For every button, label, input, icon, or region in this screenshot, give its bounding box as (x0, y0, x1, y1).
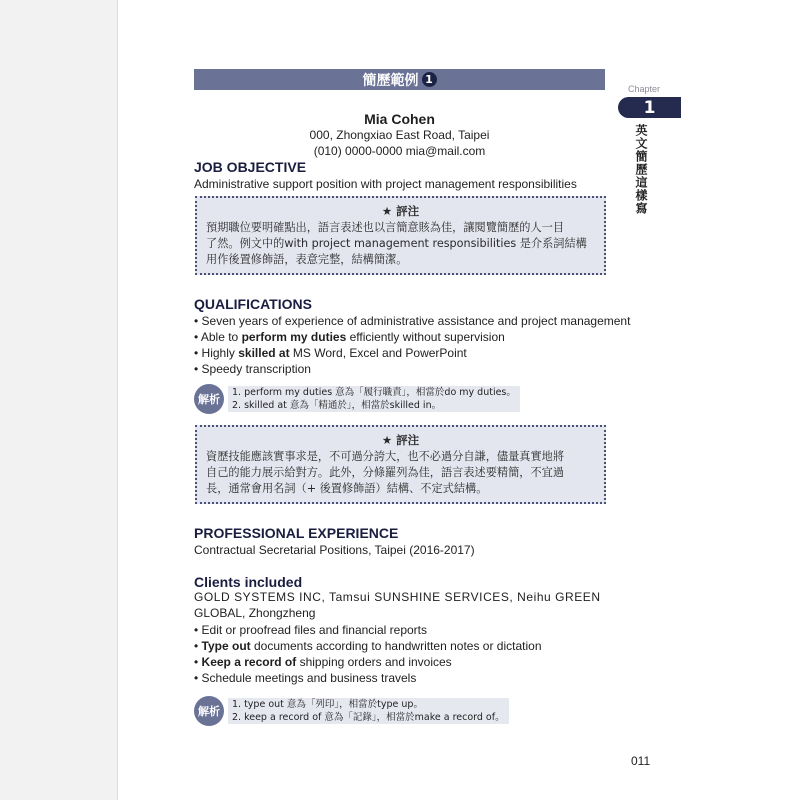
resume-address: 000, Zhongxiao East Road, Taipei (309, 128, 490, 142)
analysis-line: 1. perform my duties 意為「履行職責」，相當於do my duties。 (228, 386, 520, 399)
note-line: 資歷技能應該實事求是，不可過分誇大，也不必過分自謙，儘量真實地將 (206, 450, 565, 463)
resume-name: Mia Cohen (364, 111, 435, 127)
chapter-label: Chapter (628, 84, 661, 94)
client-duty-item: • Schedule meetings and business travels (194, 671, 417, 685)
section-title: 簡歷範例 (362, 72, 419, 89)
note-line: 了然。例文中的with project management responsibilities 是介系詞結構 (206, 237, 587, 250)
note-line: 自己的能力展示給對方。此外，分條羅列為佳，語言表述要精簡，不宜過 (206, 466, 565, 479)
note-box-1 (195, 196, 606, 275)
analysis-block-1 (194, 384, 520, 414)
job-objective-text: Administrative support position with project management responsibilities (194, 177, 577, 191)
qualification-item: • Speedy transcription (194, 362, 311, 376)
chapter-tab: 1 (618, 97, 681, 118)
note-title: ★ 評注 (381, 433, 420, 447)
analysis-line: 1. type out 意為「列印」，相當於type up。 (228, 698, 509, 711)
analysis-block-2 (194, 696, 509, 726)
chapter-title: 英文簡歷這樣寫 (634, 124, 648, 215)
qualification-item: • Able to perform my duties efficiently without supervision (194, 330, 505, 344)
experience-text: Contractual Secretarial Positions, Taipei (2016-2017) (194, 543, 475, 557)
clients-heading: Clients included (194, 574, 303, 590)
note-line: 長，通常會用名詞（+ 後置修飾語）結構、不定式結構。 (206, 482, 488, 495)
experience-heading: PROFESSIONAL EXPERIENCE (194, 525, 399, 541)
client-duty-item: • Keep a record of shipping orders and invoices (194, 655, 452, 669)
analysis-badge: 解析 (194, 696, 224, 726)
client-duty-item: • Edit or proofread files and financial reports (194, 623, 427, 637)
page-gutter (0, 0, 118, 800)
clients-line: GLOBAL, Zhongzheng (194, 606, 316, 620)
note-title: ★ 評注 (381, 204, 420, 218)
note-box-2 (195, 425, 606, 504)
job-objective-heading: JOB OBJECTIVE (194, 159, 307, 175)
qualification-item: • Seven years of experience of administrative assistance and project management (194, 314, 631, 328)
client-duty-item: • Type out documents according to handwritten notes or dictation (194, 639, 542, 653)
clients-line: GOLD SYSTEMS INC, Tamsui SUNSHINE SERVICES, Neihu GREEN (194, 590, 601, 604)
section-title-bar (194, 69, 605, 90)
section-number-badge: 1 (422, 72, 437, 87)
page-number: 011 (631, 754, 651, 768)
note-line: 用作後置修飾語，表意完整，結構簡潔。 (206, 253, 408, 266)
note-line: 預期職位要明確點出，語言表述也以言簡意賅為佳，讓閱覽簡歷的人一目 (206, 221, 565, 234)
qualification-item: • Highly skilled at MS Word, Excel and PowerPoint (194, 346, 467, 360)
analysis-line: 2. keep a record of 意為「記錄」，相當於make a record of。 (228, 711, 509, 724)
analysis-badge: 解析 (194, 384, 224, 414)
resume-contact: (010) 0000-0000 mia@mail.com (313, 144, 486, 158)
analysis-line: 2. skilled at 意為「精通於」，相當於skilled in。 (228, 399, 520, 412)
qualifications-heading: QUALIFICATIONS (194, 296, 312, 312)
